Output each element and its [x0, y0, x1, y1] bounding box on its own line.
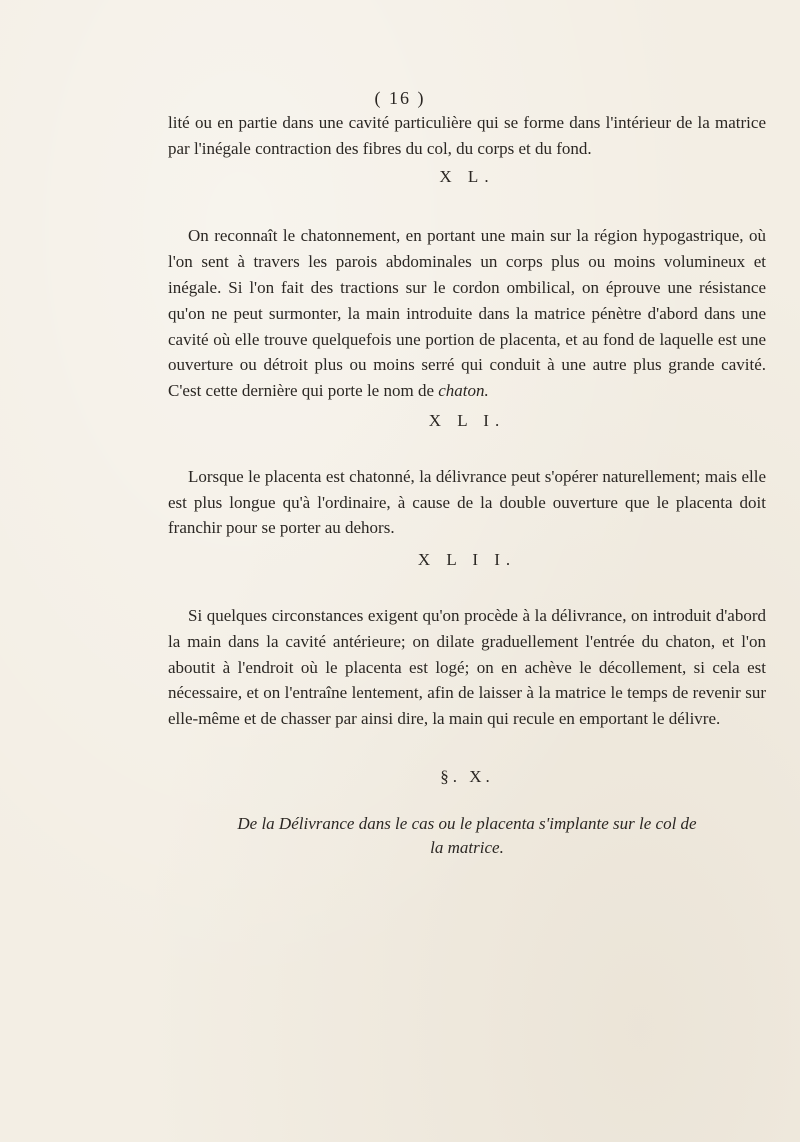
- paragraph-chatonnement: [168, 223, 766, 404]
- paragraph-chatonnement-text: On reconnaît le chatonnement, en portant une main sur la région hypogastrique, où l'on sent à travers les parois abdominales un corps plus ou moins volumineux et inégale. Si l'on fait des tractions sur le cordon ombilical, on éprouve une résistance qu'on ne peut surmonter, la main introduite dans la matrice pénètre d'abord dans une cavité où elle trouve quelquefois une portion de placenta, et au fond de laquelle est une ouverture ou détroit plus ou moins serré qui conduit à une autre plus grande cavité. C'est cette dernière qui porte le nom de: [168, 226, 766, 401]
- article-heading-xlii: X L I I.: [417, 550, 517, 570]
- page-number: ( 16 ): [374, 88, 426, 108]
- article-heading-xli: X L I.: [428, 410, 506, 430]
- article-heading-xl: X L.: [439, 166, 495, 186]
- paragraph-procedure: Si quelques circonstances exigent qu'on procède à la délivrance, on introduit d'abord la main dans la cavité antérieure; on dilate graduellement l'entrée du chaton, et l'on aboutit à l'endroit où le placenta est logé; on en achève le décollement, si cela est nécessaire, et on l'entraîne lentement, afin de laisser à la matrice le temps de revenir sur elle-même et de chasser par ainsi dire, la main qui recule en emportant le délivre.: [168, 605, 766, 729]
- text-column: [168, 86, 766, 860]
- paragraph-continuation: lité ou en partie dans une cavité particulière qui se forme dans l'intérieur de la matrice par l'inégale contraction des fibres du col, du corps et du fond.: [168, 113, 766, 158]
- term-chaton: chaton.: [438, 381, 489, 401]
- section-title-line2: la matrice.: [430, 837, 504, 857]
- paragraph-delivrance-naturelle: Lorsque le placenta est chatonné, la délivrance peut s'opérer naturellement; mais elle est plus longue qu'à l'ordinaire, à cause de la double ouverture que le placenta doit franchir pour se porter au dehors.: [168, 466, 766, 538]
- section-title: [168, 812, 766, 860]
- section-heading: §. X.: [440, 766, 494, 786]
- section-title-line1: De la Délivrance dans le cas ou le placenta s'implante sur le col de: [237, 813, 697, 833]
